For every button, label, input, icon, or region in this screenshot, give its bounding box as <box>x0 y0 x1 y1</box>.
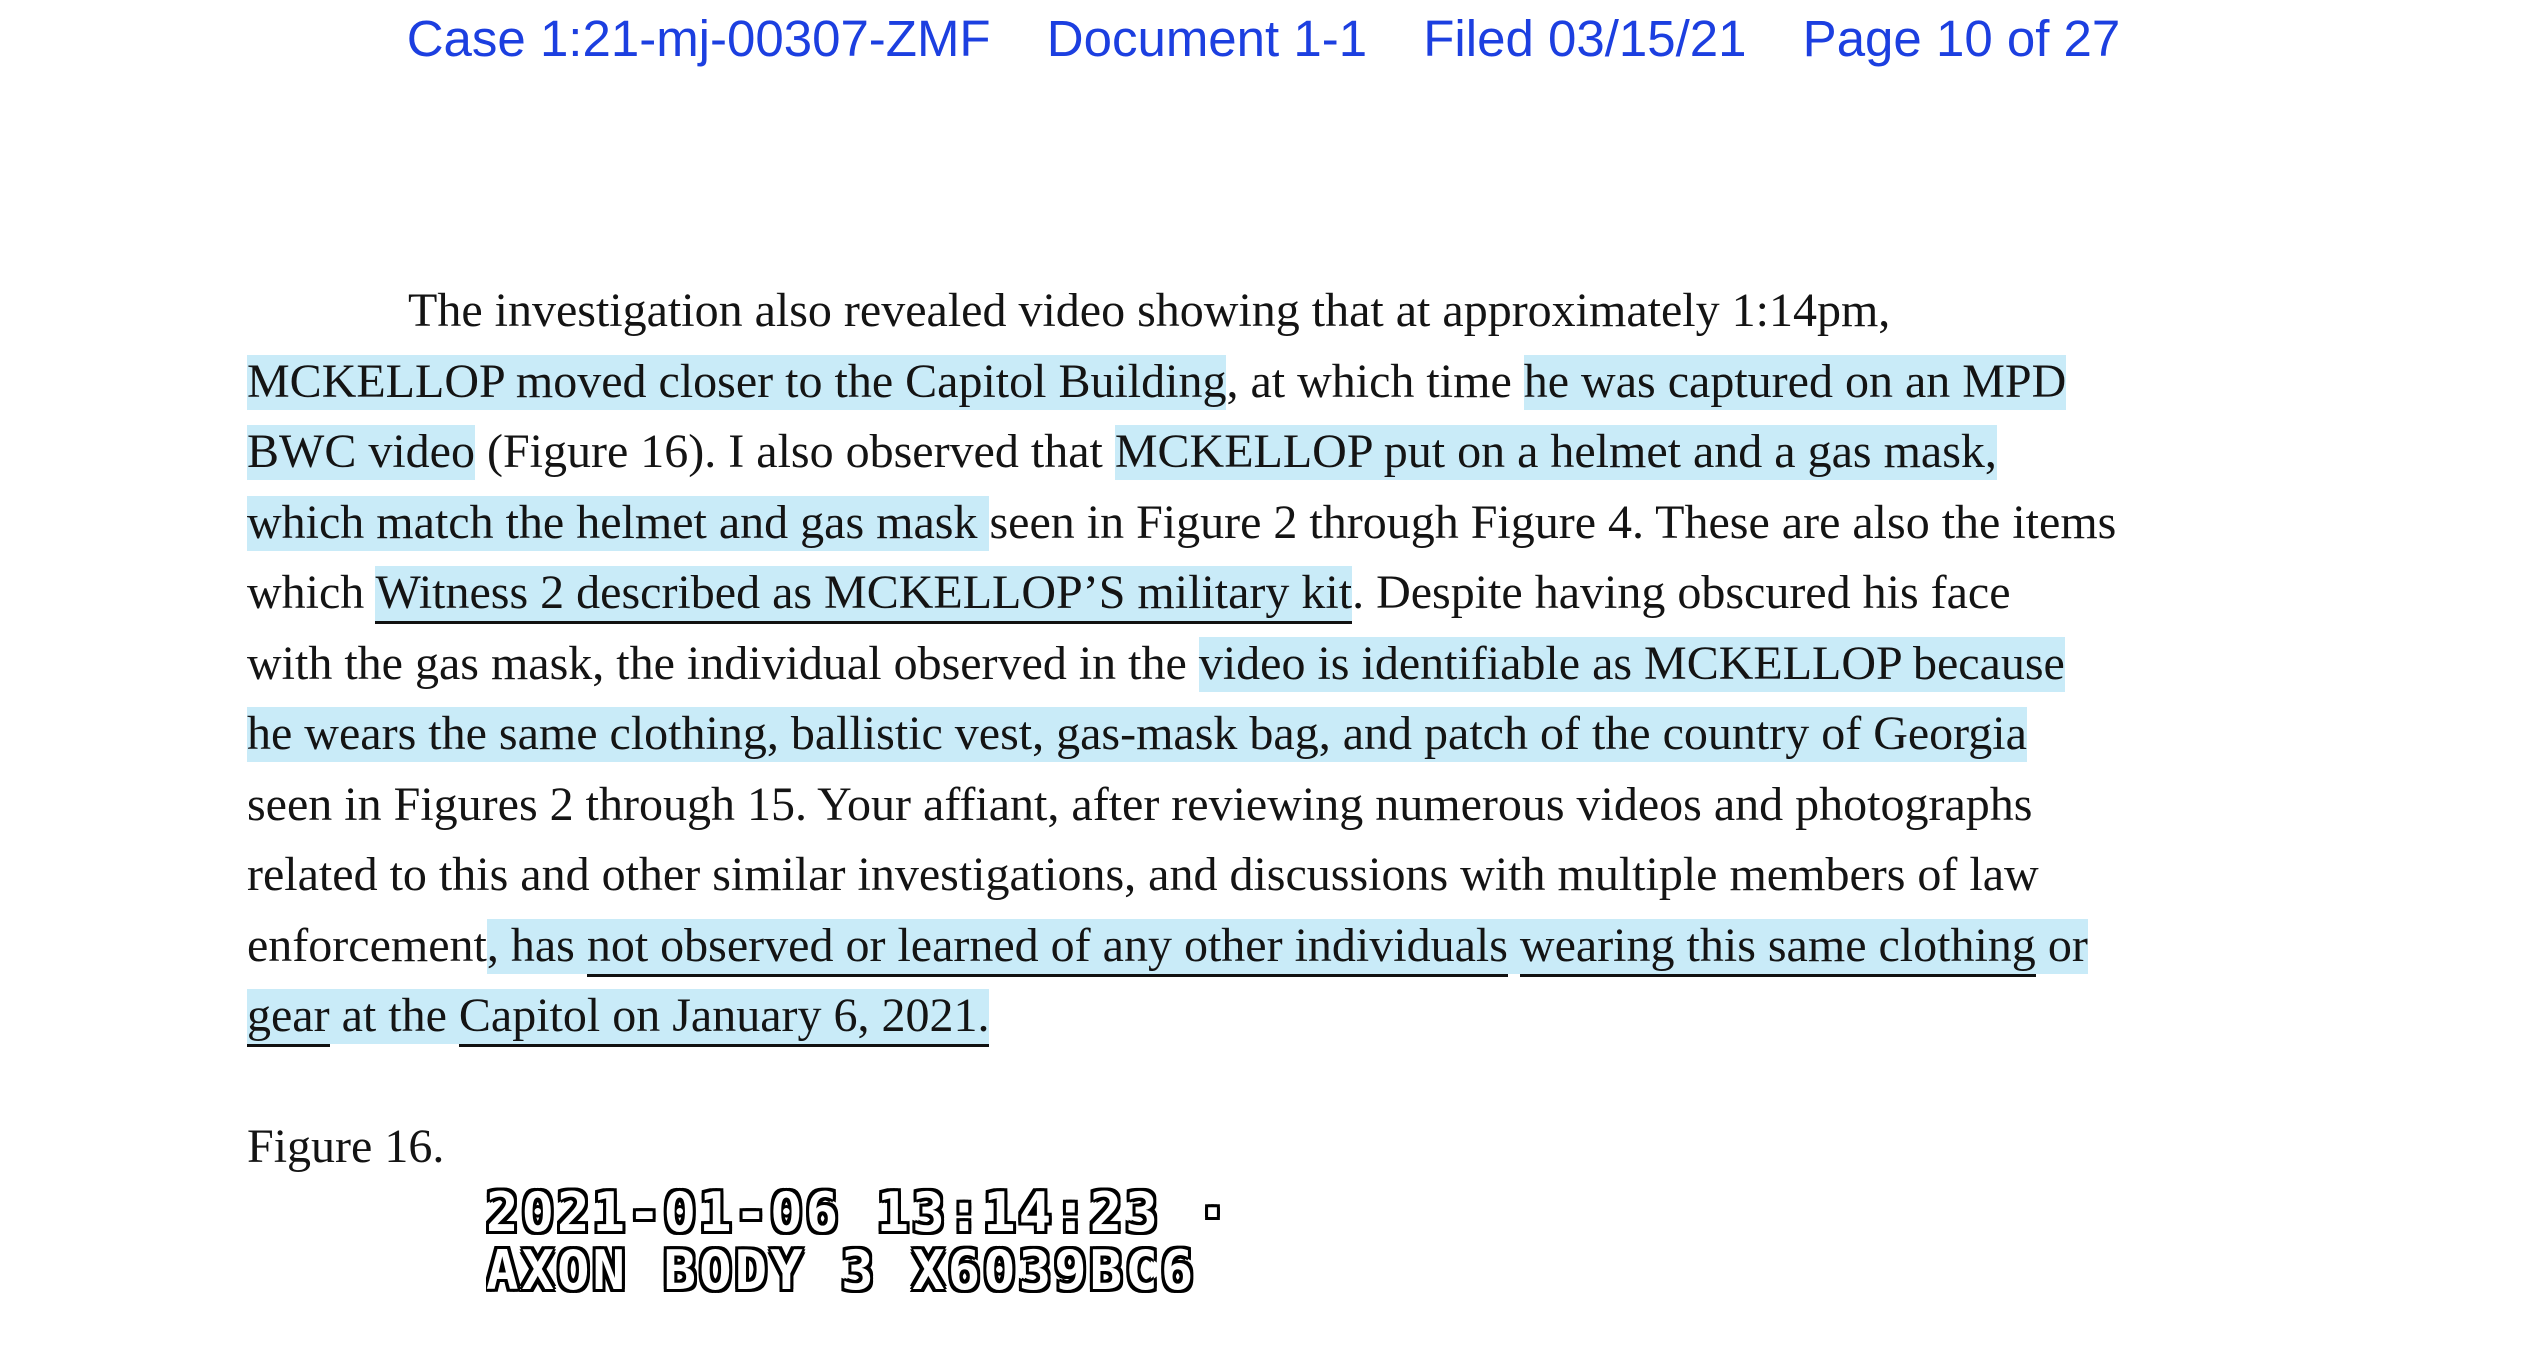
document-number: Document 1-1 <box>1046 10 1368 67</box>
paragraph-line <box>247 981 2507 1052</box>
highlighted-text: MCKELLOP put on a helmet and a gas mask, <box>1114 425 1997 478</box>
text-run: , at which time <box>1226 354 1524 408</box>
paragraph-line <box>247 770 2507 841</box>
highlighted-text: , has <box>486 918 587 972</box>
paragraph-line <box>247 629 2507 700</box>
highlighted-text: video is identifiable as MCKELLOP because <box>1198 636 2065 690</box>
paragraph-line <box>247 840 2507 911</box>
text-run: related to this and other similar investigations, and discussions with multiple members of law <box>247 848 2039 901</box>
case-header <box>0 4 2527 74</box>
underlined-highlighted-text: gear <box>247 989 330 1047</box>
paragraph-line <box>247 417 2507 488</box>
paragraph-line <box>247 558 2507 629</box>
highlighted-text: MCKELLOP moved closer to the Capitol Building <box>247 354 1227 408</box>
text-run: which <box>247 566 376 619</box>
case-number: Case 1:21-mj-00307-ZMF <box>406 10 991 67</box>
body-paragraph <box>247 276 2507 1052</box>
highlighted-text: or <box>2035 918 2088 972</box>
paragraph-line <box>247 276 2507 347</box>
text-run: seen in Figure 2 through Figure 4. These are also the items <box>989 495 2117 549</box>
figure-caption: Figure 16. <box>247 1120 445 1173</box>
bodycam-timestamp: 2021-01-06 13:14:23 · <box>486 1184 1232 1244</box>
bodycam-device-id: AXON BODY 3 X6039BC6 <box>486 1239 1197 1302</box>
paragraph-line <box>247 347 2507 418</box>
highlighted-text: BWC video <box>247 425 475 478</box>
bodycam-still-image <box>486 1184 1246 1309</box>
underlined-highlighted-text: wearing this same clothing <box>1520 919 2036 977</box>
highlighted-text: he wears the same clothing, ballistic vest, gas-mask bag, and patch of the country of Georgia <box>247 707 2027 760</box>
text-run: The investigation also revealed video showing that at approximately 1:14pm, <box>408 284 1891 337</box>
highlighted-text <box>1508 919 1520 974</box>
highlighted-text: he was captured on an MPD <box>1523 354 2067 408</box>
text-run: seen in Figures 2 through 15. Your affiant, after reviewing numerous videos and photographs <box>247 777 2033 831</box>
paragraph-line <box>247 488 2507 559</box>
paragraph-line <box>247 911 2507 982</box>
text-run: . Despite having obscured his face <box>1352 566 2011 619</box>
paragraph-line <box>247 699 2507 770</box>
underlined-highlighted-text: Capitol on January 6, 2021. <box>459 989 990 1047</box>
text-run: with the gas mask, the individual observed in the <box>247 636 1199 690</box>
text-run: enforcement <box>247 918 487 972</box>
highlighted-text: which match the helmet and gas mask <box>247 495 990 549</box>
filed-date: Filed 03/15/21 <box>1423 10 1747 67</box>
underlined-highlighted-text: Witness 2 described as MCKELLOP’S military kit <box>375 566 1352 624</box>
underlined-highlighted-text: not observed or learned of any other individuals <box>587 919 1508 977</box>
text-run: (Figure 16). I also observed that <box>474 425 1115 478</box>
page-number: Page 10 of 27 <box>1802 10 2121 67</box>
highlighted-text: at the <box>329 989 459 1042</box>
